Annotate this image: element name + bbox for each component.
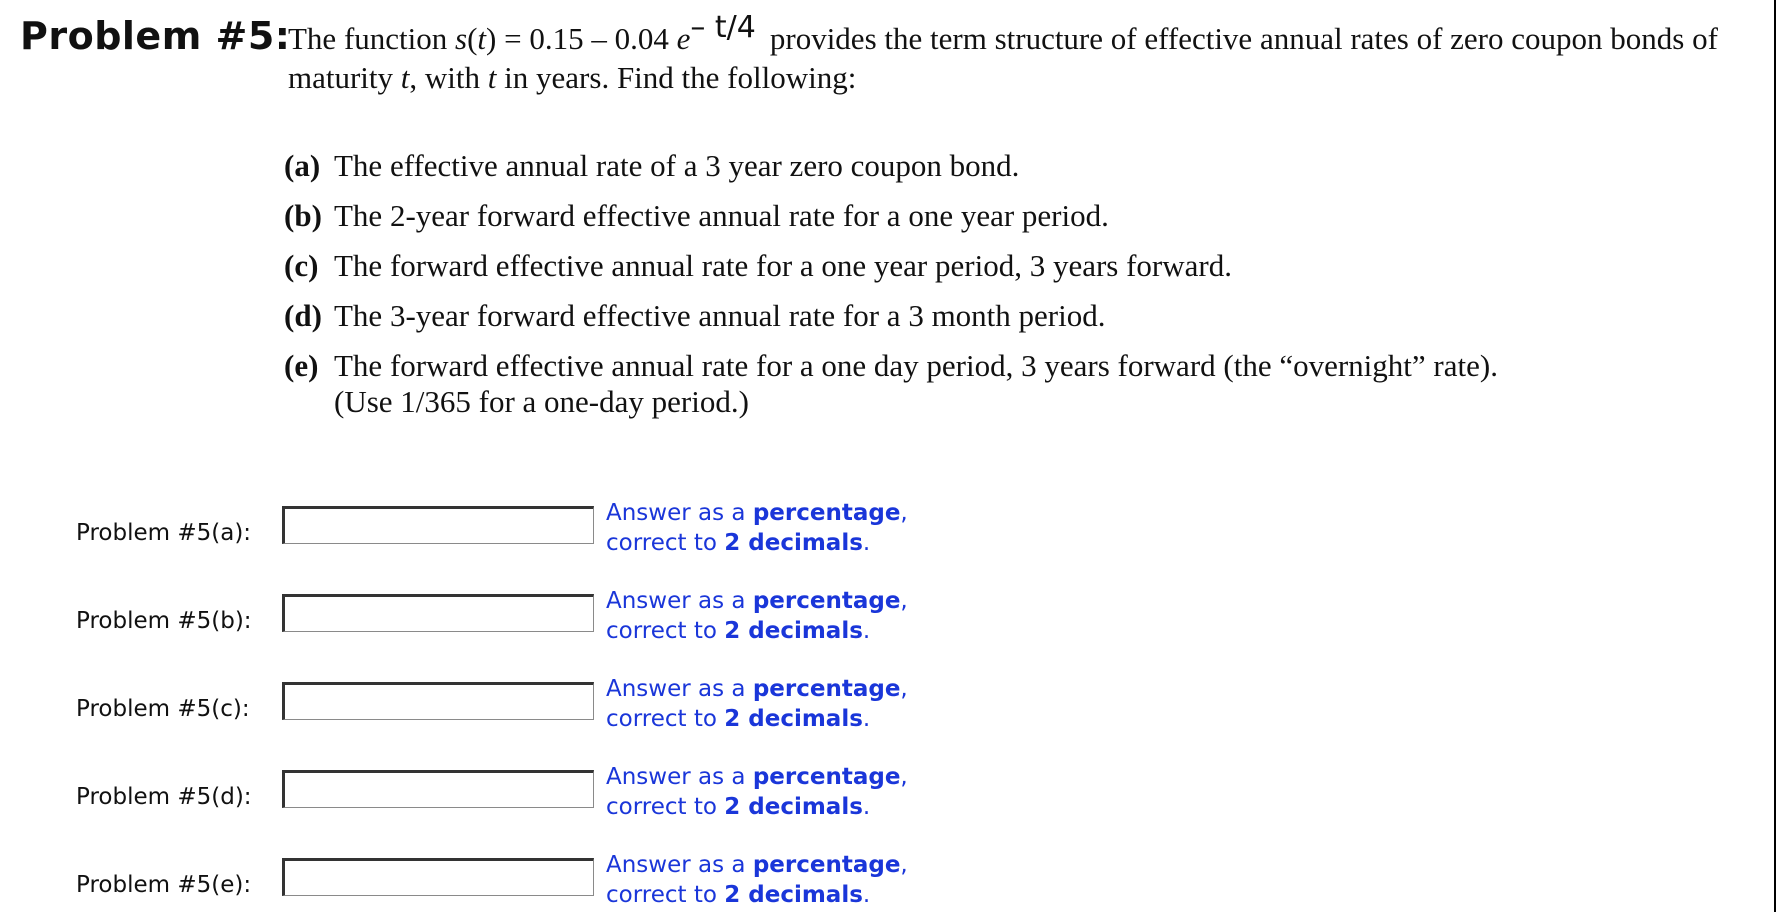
- problem-statement: [288, 10, 1758, 97]
- part-tag: (e): [284, 348, 319, 383]
- statement-text: provides the term structure of effective annual rates of zero coupon bonds of: [769, 21, 1718, 56]
- part-c: [284, 248, 1498, 298]
- problem-parts-list: [284, 148, 1498, 420]
- hint-text: ,: [900, 676, 908, 702]
- hint-text: correct to: [606, 882, 725, 908]
- part-text: The forward effective annual rate for a one year period, 3 years forward.: [334, 248, 1232, 283]
- hint-emphasis: 2 decimals: [724, 794, 863, 820]
- answer-label: Problem #5(e):: [76, 872, 252, 898]
- answer-hint: [606, 850, 908, 910]
- part-text: The 3-year forward effective annual rate for a 3 month period.: [334, 298, 1106, 333]
- answer-label: Problem #5(d):: [76, 784, 252, 810]
- hint-text: ,: [900, 500, 908, 526]
- hint-text: .: [862, 882, 871, 908]
- variable-t: t: [487, 60, 497, 95]
- hint-text: ,: [900, 588, 908, 614]
- hint-emphasis: 2 decimals: [724, 618, 863, 644]
- part-e: [284, 348, 1498, 420]
- part-tag: (d): [284, 298, 322, 333]
- part-tag: (c): [284, 248, 319, 283]
- problem-statement-line-1: [288, 10, 1758, 59]
- hint-emphasis: percentage: [752, 676, 901, 702]
- statement-text: , with: [409, 60, 488, 95]
- answer-row-b: [0, 588, 1000, 658]
- page-right-border: [1774, 0, 1776, 912]
- answer-row-a: [0, 500, 1000, 570]
- part-e-body: [334, 348, 1498, 420]
- part-text: The 2-year forward effective annual rate for a one year period.: [334, 198, 1109, 233]
- answer-row-c: [0, 676, 1000, 746]
- answer-input-a[interactable]: [282, 506, 594, 544]
- part-subtext: (Use 1/365 for a one-day period.): [334, 384, 749, 419]
- hint-text: correct to: [606, 794, 725, 820]
- answer-input-c[interactable]: [282, 682, 594, 720]
- function-symbol: s: [455, 21, 468, 56]
- variable-t: t: [477, 21, 487, 56]
- part-a: [284, 148, 1498, 198]
- variable-t: t: [400, 60, 410, 95]
- part-tag: (b): [284, 198, 322, 233]
- answer-label: Problem #5(b):: [76, 608, 252, 634]
- answer-hint: [606, 762, 908, 822]
- hint-emphasis: percentage: [752, 852, 901, 878]
- hint-emphasis: percentage: [752, 764, 901, 790]
- answer-hint: [606, 586, 908, 646]
- hint-emphasis: percentage: [752, 588, 901, 614]
- part-b: [284, 198, 1498, 248]
- hint-text: Answer as a: [606, 500, 753, 526]
- hint-text: correct to: [606, 530, 725, 556]
- hint-text: correct to: [606, 706, 725, 732]
- hint-text: .: [862, 794, 871, 820]
- part-text: The forward effective annual rate for a one day period, 3 years forward (the “overnight” rate).: [334, 348, 1498, 383]
- answer-hint: [606, 674, 908, 734]
- answer-label: Problem #5(c):: [76, 696, 250, 722]
- answer-hint: [606, 498, 908, 558]
- part-d: [284, 298, 1498, 348]
- answer-input-b[interactable]: [282, 594, 594, 632]
- statement-text: maturity: [288, 60, 401, 95]
- hint-text: Answer as a: [606, 676, 753, 702]
- hint-text: Answer as a: [606, 764, 753, 790]
- hint-text: .: [862, 530, 871, 556]
- hint-text: ,: [900, 852, 908, 878]
- answer-row-d: [0, 764, 1000, 834]
- answer-input-e[interactable]: [282, 858, 594, 896]
- exponent: – t/4: [690, 10, 756, 45]
- answer-input-d[interactable]: [282, 770, 594, 808]
- part-text: The effective annual rate of a 3 year zero coupon bond.: [334, 148, 1020, 183]
- hint-emphasis: 2 decimals: [724, 706, 863, 732]
- hint-text: ,: [900, 764, 908, 790]
- statement-text: in years. Find the following:: [496, 60, 857, 95]
- euler-e: e: [676, 21, 691, 56]
- hint-text: .: [862, 618, 871, 644]
- part-tag: (a): [284, 148, 321, 183]
- hint-text: Answer as a: [606, 852, 753, 878]
- hint-emphasis: percentage: [752, 500, 901, 526]
- hint-emphasis: 2 decimals: [724, 882, 863, 908]
- hint-emphasis: 2 decimals: [724, 530, 863, 556]
- problem-title: Problem #5:: [20, 14, 291, 58]
- statement-text: (: [467, 21, 478, 56]
- statement-text: ) = 0.15 – 0.04: [486, 21, 677, 56]
- statement-text: The function: [288, 21, 456, 56]
- answer-label: Problem #5(a):: [76, 520, 252, 546]
- hint-text: Answer as a: [606, 588, 753, 614]
- hint-text: .: [862, 706, 871, 732]
- hint-text: correct to: [606, 618, 725, 644]
- problem-statement-line-2: [288, 59, 1758, 97]
